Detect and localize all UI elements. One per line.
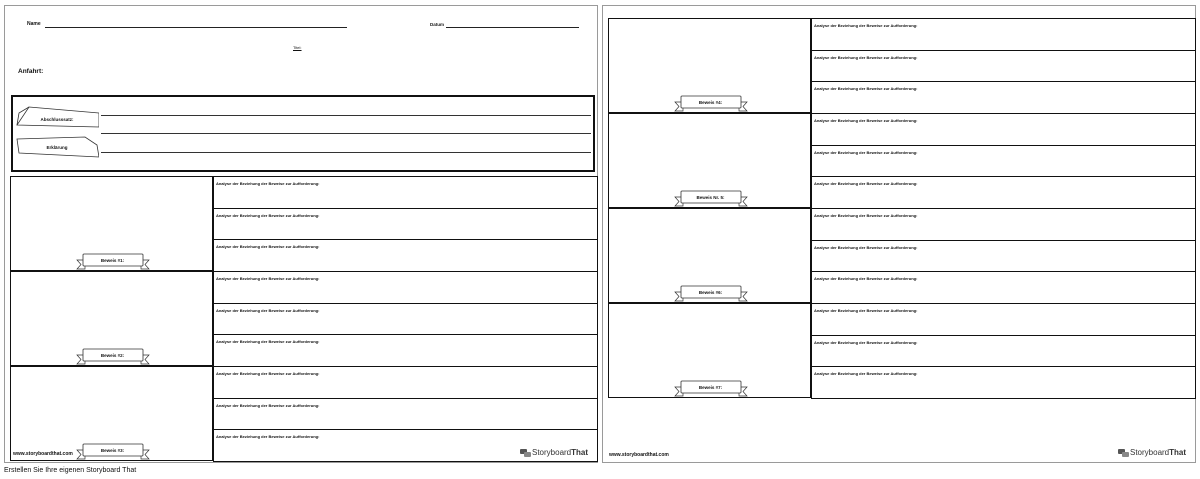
name-line[interactable]	[45, 27, 347, 28]
logo-text-2: That	[571, 448, 589, 457]
analysis-cell[interactable]	[811, 271, 1196, 304]
analysis-prompt: Analyse der Beziehung der Beweise zur Aufforderung:	[814, 149, 918, 155]
analysis-cell[interactable]	[811, 50, 1196, 83]
evidence-ribbon	[673, 189, 749, 207]
evidence-label: Beweis #3:	[100, 447, 125, 453]
date-line[interactable]	[446, 27, 579, 28]
claim-line[interactable]	[101, 115, 591, 116]
claim-ribbon	[15, 105, 99, 129]
analysis-prompt: Analyse der Beziehung der Beweise zur Aufforderung:	[216, 276, 320, 281]
analysis-prompt: Analyse der Beziehung der Beweise zur Aufforderung:	[814, 23, 918, 28]
analysis-prompt: Analyse der Beziehung der Beweise zur Aufforderung:	[216, 307, 320, 313]
analysis-prompt: Analyse der Beziehung der Beweise zur Aufforderung:	[814, 181, 918, 187]
evidence-ribbon	[673, 379, 749, 397]
caption[interactable]: Erstellen Sie Ihre eigenen Storyboard That	[4, 467, 137, 474]
evidence-ribbon	[75, 442, 151, 460]
explanation-ribbon	[15, 135, 99, 159]
analysis-cell[interactable]	[213, 271, 598, 304]
analysis-cell[interactable]	[213, 429, 598, 462]
analysis-prompt: Analyse der Beziehung der Beweise zur Aufforderung:	[216, 434, 320, 440]
worksheet-page-2	[602, 5, 1196, 463]
analysis-cell[interactable]	[213, 176, 598, 209]
analysis-prompt: Analyse der Beziehung der Beweise zur Aufforderung:	[216, 402, 320, 408]
analysis-prompt: Analyse der Beziehung der Beweise zur Aufforderung:	[216, 371, 320, 376]
footer-url[interactable]: www.storyboardthat.com	[13, 451, 73, 457]
analysis-cell[interactable]	[811, 113, 1196, 146]
evidence-label: Beweis #4:	[698, 99, 723, 105]
analysis-cell[interactable]	[213, 303, 598, 336]
explanation-ribbon-label: Erklärung	[46, 145, 68, 150]
claim-line[interactable]	[101, 152, 591, 153]
evidence-cell[interactable]	[10, 176, 213, 271]
analysis-cell[interactable]	[811, 176, 1196, 209]
storyboardthat-logo	[1118, 448, 1186, 457]
evidence-cell[interactable]	[10, 366, 213, 461]
analysis-prompt: Analyse der Beziehung der Beweise zur Aufforderung:	[814, 86, 918, 92]
analysis-cell[interactable]	[811, 18, 1196, 51]
evidence-cell[interactable]	[608, 208, 811, 303]
analysis-prompt: Analyse der Beziehung der Beweise zur Aufforderung:	[814, 371, 918, 377]
date-label: Datum	[430, 22, 445, 27]
analysis-cell[interactable]	[811, 240, 1196, 273]
storyboardthat-logo	[520, 448, 588, 457]
evidence-ribbon	[673, 284, 749, 302]
analysis-cell[interactable]	[811, 335, 1196, 368]
evidence-ribbon	[75, 347, 151, 365]
evidence-cell[interactable]	[10, 271, 213, 366]
analysis-prompt: Analyse der Beziehung der Beweise zur Aufforderung:	[814, 276, 918, 282]
speech-bubbles-icon	[520, 449, 530, 457]
evidence-cell[interactable]	[608, 18, 811, 113]
evidence-label: Beweis #1:	[100, 257, 125, 263]
logo-text-1: Storyboard	[532, 448, 572, 457]
evidence-label: Beweis #2:	[100, 352, 125, 358]
claim-box	[11, 95, 595, 172]
evidence-label: Beweis Nr. 5:	[696, 194, 725, 200]
title-label: Titel:	[293, 45, 302, 50]
name-label: Name	[27, 21, 41, 27]
analysis-prompt: Analyse der Beziehung der Beweise zur Aufforderung:	[814, 118, 918, 123]
analysis-cell[interactable]	[213, 398, 598, 431]
analysis-prompt: Analyse der Beziehung der Beweise zur Aufforderung:	[216, 212, 320, 218]
analysis-prompt: Analyse der Beziehung der Beweise zur Aufforderung:	[216, 244, 320, 250]
evidence-cell[interactable]	[608, 303, 811, 398]
worksheet-page-1	[4, 5, 598, 463]
evidence-label: Beweis #7:	[698, 384, 723, 390]
analysis-cell[interactable]	[213, 334, 598, 367]
analysis-cell[interactable]	[811, 81, 1196, 114]
evidence-cell[interactable]	[608, 113, 811, 208]
speech-bubbles-icon	[1118, 449, 1128, 457]
analysis-prompt: Analyse der Beziehung der Beweise zur Aufforderung:	[216, 181, 320, 186]
analysis-cell[interactable]	[811, 145, 1196, 178]
analysis-cell[interactable]	[213, 239, 598, 272]
analysis-prompt: Analyse der Beziehung der Beweise zur Aufforderung:	[814, 339, 918, 345]
analysis-cell[interactable]	[811, 303, 1196, 336]
logo-text-2: That	[1169, 448, 1187, 457]
prompt-label: Anfahrt:	[18, 68, 44, 75]
evidence-ribbon	[673, 94, 749, 112]
analysis-prompt: Analyse der Beziehung der Beweise zur Aufforderung:	[814, 54, 918, 60]
analysis-cell[interactable]	[213, 208, 598, 241]
analysis-prompt: Analyse der Beziehung der Beweise zur Aufforderung:	[216, 339, 320, 345]
analysis-prompt: Analyse der Beziehung der Beweise zur Aufforderung:	[814, 308, 918, 313]
analysis-prompt: Analyse der Beziehung der Beweise zur Aufforderung:	[814, 244, 918, 250]
logo-text-1: Storyboard	[1130, 448, 1170, 457]
evidence-label: Beweis #6:	[698, 289, 723, 295]
analysis-prompt: Analyse der Beziehung der Beweise zur Aufforderung:	[814, 213, 918, 218]
analysis-cell[interactable]	[213, 366, 598, 399]
claim-line[interactable]	[101, 133, 591, 134]
footer-url[interactable]: www.storyboardthat.com	[609, 452, 669, 458]
analysis-cell[interactable]	[811, 208, 1196, 241]
evidence-ribbon	[75, 252, 151, 270]
analysis-cell[interactable]	[811, 366, 1196, 399]
claim-ribbon-label: Abschlusssatz:	[40, 117, 74, 122]
